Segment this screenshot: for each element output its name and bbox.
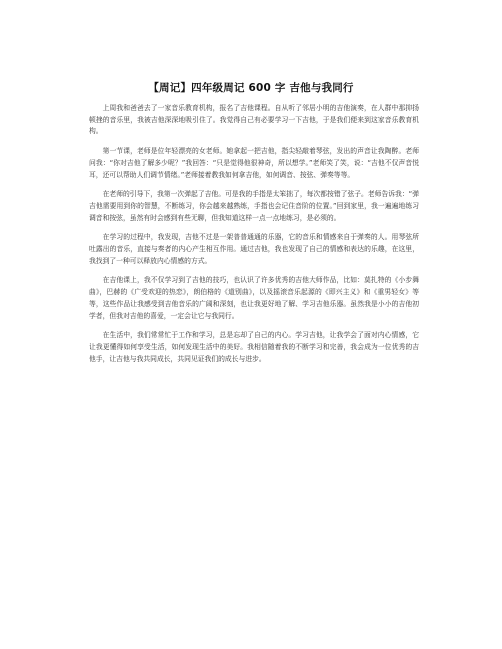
document-title: 【周记】四年级周记 600 字 吉他与我同行 bbox=[148, 82, 354, 94]
document-body bbox=[89, 103, 419, 365]
paragraph-1: 上周我和爸爸去了一家音乐教育机构，报名了吉他课程。自从听了邻居小明的吉他演奏，在人群中那抑扬顿挫的音乐里，我被吉他深深地吸引住了。我觉得自己有必要学习一下吉他，于是我们便来到这家音乐教育机构。 bbox=[89, 104, 419, 136]
paragraph-5: 在吉他课上，我不仅学习到了吉他的技巧，也认识了许多优秀的吉他大师作品，比如：莫扎特的《小步舞曲》，巴赫的《广受欢迎的热恋》，朗伯格的《道别曲》，以及摇滚音乐起源的《即兴主义》和《重男轻女》等等，这些作品让我感受到吉他音乐的广阔和深刻，也让我更好地了解、学习吉他乐器。虽然我是小小的吉他初学者，但我对吉他的喜爱，一定会让它与我同行。 bbox=[89, 276, 419, 320]
paragraph-3: 在老师的引导下，我第一次弹起了吉他。可是我的手指是太笨拙了，每次都按错了弦子。老师告诉我：“弹吉他需要用到你的智慧，不断练习，你会越来越熟练，手指也会记住音阶的位置。”回到家里，我一遍遍地练习调音和按弦，虽然有时会感到有些无聊，但我知道这样一点一点地练习，是必须的。 bbox=[89, 190, 419, 222]
paragraph-4: 在学习的过程中，我发现，吉他不过是一架普普通通的乐器，它的音乐和情感来自于弹奏的人。用琴弦所吐露出的音乐，直接与奏者的内心产生相互作用。通过吉他，我也发现了自己的情感和表达的乐趣，在这里，我找到了一种可以释放内心情感的方式。 bbox=[89, 233, 419, 265]
paragraph-6: 在生活中，我们常常忙于工作和学习，总是忘却了自己的内心。学习吉他，让我学会了面对内心情感，它让我更懂得如何享受生活，如何发现生活中的美好。我相信随着我的不断学习和完善，我会成为一位优秀的吉他手，让吉他与我共同成长，共同见证我们的成长与进步。 bbox=[89, 331, 419, 363]
paragraph-2: 第一节课，老师是位年轻漂亮的女老师。她拿起一把吉他，指尖轻敲着琴弦，发出的声音让我陶醉。老师问我：“你对吉他了解多少呢？”我回答：“只是觉得他很神奇，所以想学。”老师笑了笑，说：“吉他不仅声音悦耳，还可以帮助人们调节情绪。”老师接着教我如何拿吉他，如何调音、按弦、弹奏等等。 bbox=[89, 147, 419, 179]
